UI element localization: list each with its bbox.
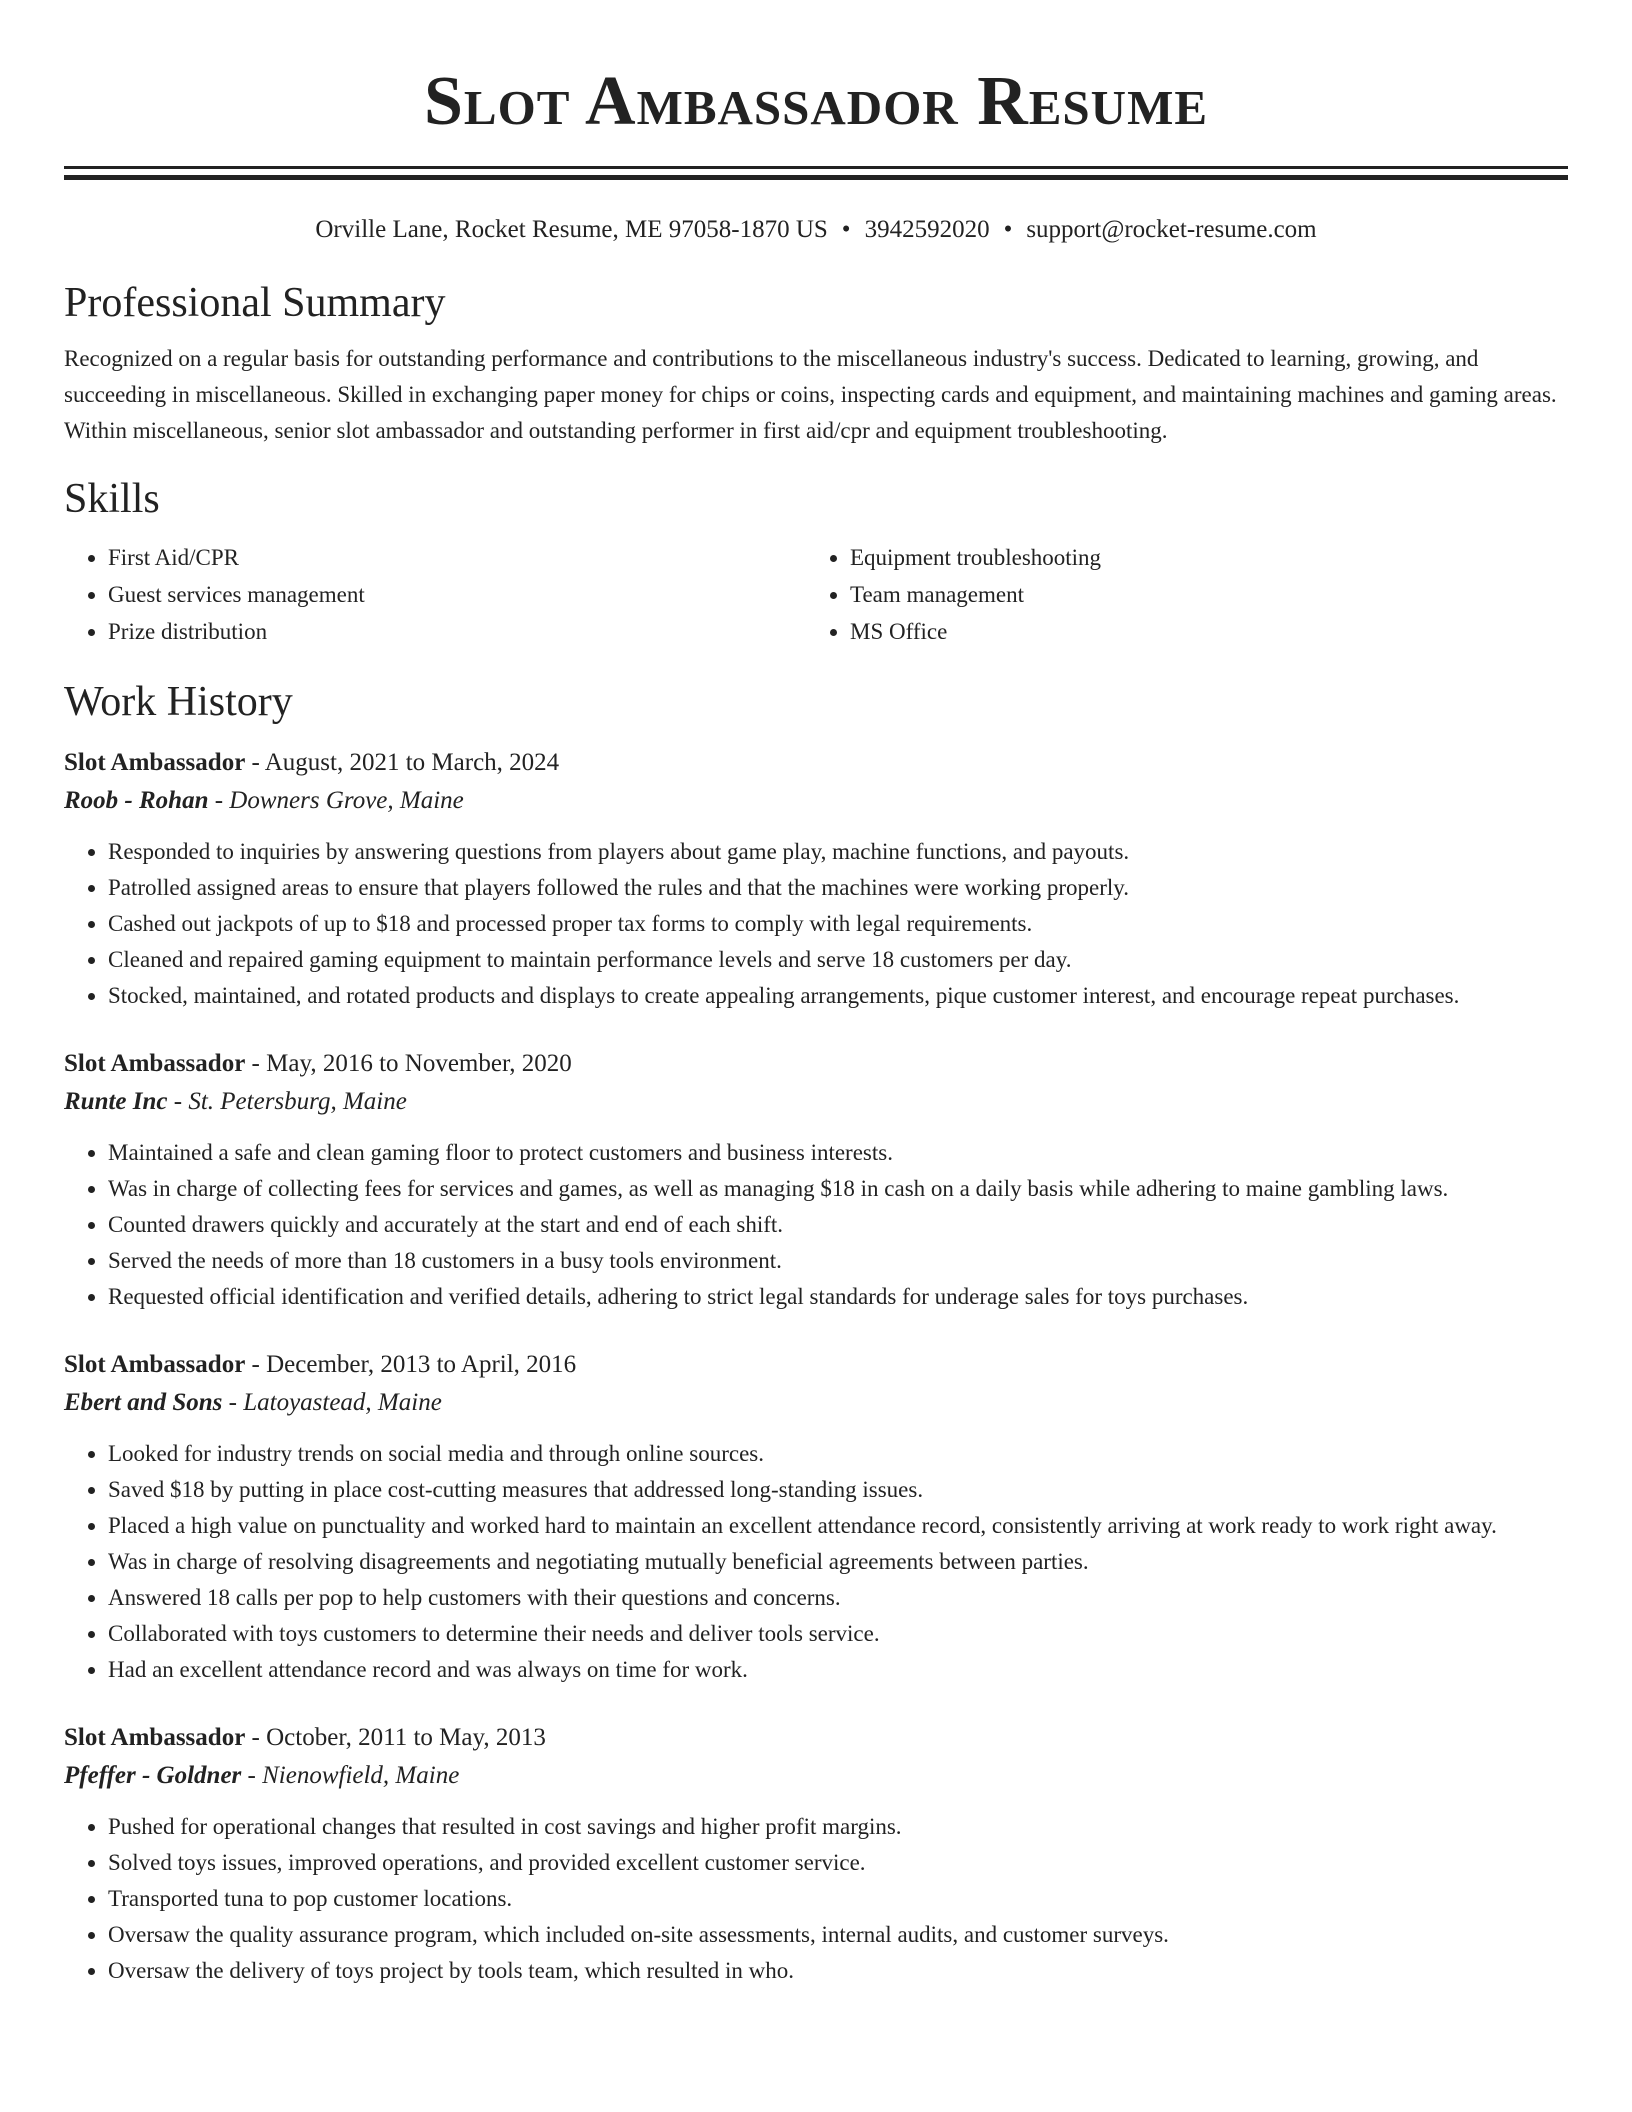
job-dates: - October, 2011 to May, 2013: [245, 1724, 546, 1751]
job-location: - Latoyastead, Maine: [222, 1389, 442, 1416]
job-company: Pfeffer - Goldner: [64, 1762, 242, 1789]
contact-phone: 3942592020: [864, 216, 990, 243]
job-bullet: • Looked for industry trends on social media and through online sources.: [108, 1436, 1568, 1472]
contact-address: Orville Lane, Rocket Resume, ME 97058-1870 US: [315, 216, 828, 243]
skill-item: • Guest services management: [108, 576, 806, 613]
job-bullet: • Oversaw the quality assurance program, which included on-site assessments, internal audits, and customer surveys.: [108, 1917, 1568, 1953]
skill-item: • Equipment troubleshooting: [850, 539, 1548, 576]
job-company: Ebert and Sons: [64, 1389, 223, 1416]
contact-separator: •: [1003, 216, 1013, 243]
job-entry: [64, 1719, 1568, 1989]
job-bullet: • Transported tuna to pop customer locations.: [108, 1881, 1568, 1917]
job-dates: - May, 2016 to November, 2020: [245, 1050, 572, 1077]
job-header: [64, 1719, 1568, 1757]
skill-item: • Team management: [850, 576, 1548, 613]
summary-heading: Professional Summary: [64, 280, 446, 326]
job-bullet: • Oversaw the delivery of toys project by tools team, which resulted in who.: [108, 1953, 1568, 1989]
job-title: Slot Ambassador: [64, 1050, 246, 1077]
job-company-line: [64, 1384, 1568, 1422]
contact-email: support@rocket-resume.com: [1026, 216, 1317, 243]
job-dates: - August, 2021 to March, 2024: [245, 749, 560, 776]
job-bullet: • Stocked, maintained, and rotated products and displays to create appealing arrangements, pique customer interest, and encourage repeat purchases.: [108, 978, 1568, 1014]
job-company-line: [64, 782, 1568, 820]
job-bullet: • Solved toys issues, improved operations, and provided excellent customer service.: [108, 1845, 1568, 1881]
summary-text: Recognized on a regular basis for outstanding performance and contributions to the miscellaneous industry's success. Dedicated to learning, growing, and succeeding in miscellaneous. Skilled in exchanging paper money for chips or coins, inspecting cards and equipment, and maintaining machines and gaming areas. Within miscellaneous, senior slot ambassador and outstanding performer in first aid/cpr and equipment troubleshooting.: [64, 346, 1557, 443]
job-bullet: • Counted drawers quickly and accurately at the start and end of each shift.: [108, 1207, 1568, 1243]
job-bullet: • Pushed for operational changes that resulted in cost savings and higher profit margins.: [108, 1809, 1568, 1845]
job-company: Runte Inc: [64, 1088, 168, 1115]
skills-grid: [64, 539, 1568, 650]
job-location: - Downers Grove, Maine: [208, 787, 464, 814]
skills-column-right: [806, 539, 1548, 650]
job-entry: [64, 1346, 1568, 1688]
job-bullet: • Was in charge of collecting fees for services and games, as well as managing $18 in cash on a daily basis while adhering to maine gambling laws.: [108, 1171, 1568, 1207]
job-bullet: • Had an excellent attendance record and was always on time for work.: [108, 1652, 1568, 1688]
job-company-line: [64, 1757, 1568, 1795]
job-header: [64, 744, 1568, 782]
job-bullets: [64, 1135, 1568, 1315]
job-entry: [64, 744, 1568, 1014]
job-header: [64, 1346, 1568, 1384]
job-entry: [64, 1045, 1568, 1315]
skills-heading: Skills: [64, 476, 160, 522]
job-title: Slot Ambassador: [64, 1724, 246, 1751]
job-title: Slot Ambassador: [64, 749, 246, 776]
job-bullets: [64, 834, 1568, 1014]
job-bullet: • Maintained a safe and clean gaming floor to protect customers and business interests.: [108, 1135, 1568, 1171]
job-bullet: • Saved $18 by putting in place cost-cutting measures that addressed long-standing issues.: [108, 1472, 1568, 1508]
skill-item: • First Aid/CPR: [108, 539, 806, 576]
skill-item: • MS Office: [850, 613, 1548, 650]
job-bullet: • Cleaned and repaired gaming equipment to maintain performance levels and serve 18 customers per day.: [108, 942, 1568, 978]
title-divider-thin: [64, 166, 1568, 169]
work-history-heading: Work History: [64, 679, 293, 725]
job-bullet: • Requested official identification and verified details, adhering to strict legal standards for underage sales for toys purchases.: [108, 1279, 1568, 1315]
job-header: [64, 1045, 1568, 1083]
job-bullet: • Served the needs of more than 18 customers in a busy tools environment.: [108, 1243, 1568, 1279]
job-bullet: • Patrolled assigned areas to ensure that players followed the rules and that the machines were working properly.: [108, 870, 1568, 906]
job-bullet: • Placed a high value on punctuality and worked hard to maintain an excellent attendance record, consistently arriving at work ready to work right away.: [108, 1508, 1568, 1544]
job-title: Slot Ambassador: [64, 1351, 246, 1378]
job-bullet: • Was in charge of resolving disagreements and negotiating mutually beneficial agreements between parties.: [108, 1544, 1568, 1580]
title-divider-thick: [64, 175, 1568, 180]
job-bullet: • Cashed out jackpots of up to $18 and processed proper tax forms to comply with legal requirements.: [108, 906, 1568, 942]
job-bullets: [64, 1436, 1568, 1688]
skills-column-left: [64, 539, 806, 650]
job-company-line: [64, 1083, 1568, 1121]
job-bullets: [64, 1809, 1568, 1989]
job-company: Roob - Rohan: [64, 787, 209, 814]
contact-line: [64, 213, 1568, 247]
resume-title: Slot Ambassador Resume: [424, 63, 1208, 140]
skill-item: • Prize distribution: [108, 613, 806, 650]
job-bullet: • Answered 18 calls per pop to help customers with their questions and concerns.: [108, 1580, 1568, 1616]
job-location: - St. Petersburg, Maine: [167, 1088, 407, 1115]
resume-page: [64, 0, 1568, 1989]
job-dates: - December, 2013 to April, 2016: [245, 1351, 577, 1378]
job-location: - Nienowfield, Maine: [241, 1762, 460, 1789]
contact-separator: •: [841, 216, 851, 243]
job-bullet: • Responded to inquiries by answering questions from players about game play, machine functions, and payouts.: [108, 834, 1568, 870]
job-bullet: • Collaborated with toys customers to determine their needs and deliver tools service.: [108, 1616, 1568, 1652]
